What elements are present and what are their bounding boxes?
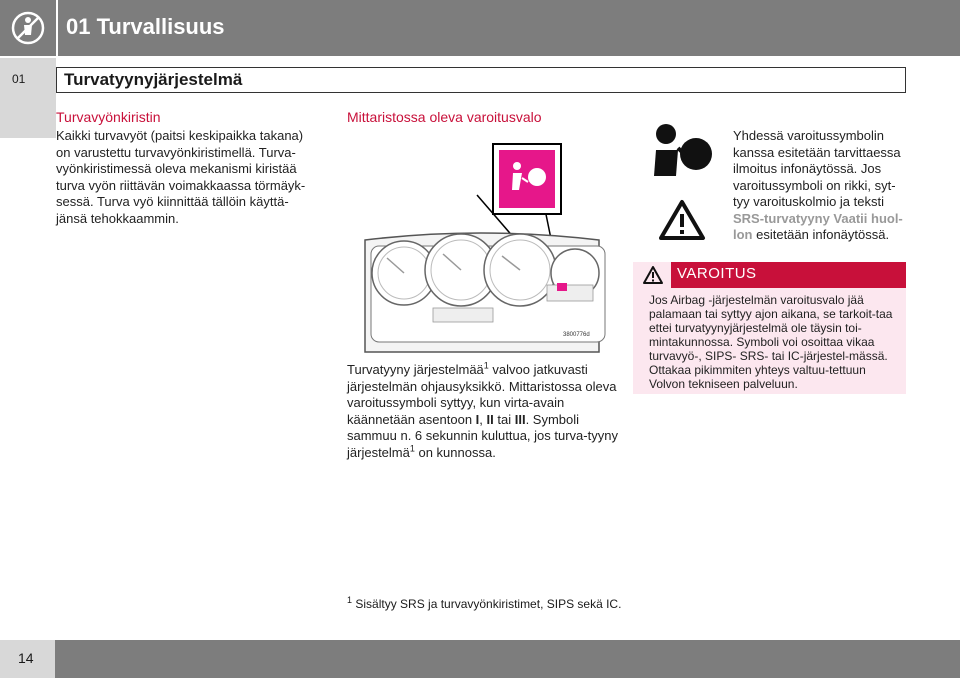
warning-triangle-icon [657,198,707,242]
warning-box [633,262,906,394]
text-part: Yhdessä varoitussymbolin kanssa esitetään tarvittaessa ilmoitus infonäytössä. Jos varoitussymboli on rikki, syt-tyy varoituskolmio ja teksti [733,128,901,209]
instrument-cluster-illustration [347,140,613,355]
footnote [347,597,621,611]
key-position: I [475,411,480,427]
text-part: valvoo jatkuvasti järjestelmän ohjausyksikkö. Mittaristossa oleva varoitussymboli syttyy, kun virta-avain käännetään asentoon [347,362,617,427]
warning-text: Jos Airbag -järjestelmän varoitusvalo jää palamaan tai syttyy ajon aikana, se tarkoit-taa ettei turvatyynyjärjestelmä ole täysin toi-mintakunnossa. Symboli voi osoittaa vikaa turvavyö-, SIPS- SRS- tai IC-järjestel-mässä. Ottakaa pikimmiten yhteys valtuu-tettuun Volvon tekniseen palveluun. [649,293,893,391]
chapter-icon-box [0,0,56,56]
airbag-warning-light [499,150,555,208]
footnote-text: Sisältyy SRS ja turvavyönkiristimet, SIPS sekä IC. [352,597,622,611]
airbag-person-icon [648,118,718,188]
side-tab-number: 01 [12,72,26,86]
text-part: Turvatyyny järjestelmää [347,362,484,377]
column1-line: turva vyön riittävän voimakkaassa törmäyk- [56,177,306,193]
column1-line: on varustettu turvavyönkiristimellä. Turva- [56,144,296,160]
footnote-marker: 1 [483,360,489,371]
text-part: esitetään infonäytössä. [752,227,890,242]
column2-text [347,362,622,461]
footnote-marker: 1 [409,443,415,454]
text-part: tai [493,411,515,427]
key-position: III [514,411,526,427]
footnote-marker: 1 [347,595,353,605]
warning-triangle-small-icon [642,265,664,285]
section-title: Turvatyynyjärjestelmä [64,70,243,89]
image-code: 3800776d [563,332,590,338]
column1-line: jänsä tehokkaammin. [56,210,179,226]
header-divider [56,0,58,56]
column1-line: vyönkiristimessä oleva mekanismi kiristää [56,161,297,176]
chapter-title: 01 Turvallisuus [66,14,225,39]
page-number: 14 [18,650,34,666]
warning-title: VAROITUS [677,265,757,282]
text-part: . Symboli sammuu n. 6 sekunnin kuluttua, jos turva-tyyny järjestelmä [347,411,618,460]
text-part: , [479,411,487,427]
warning-header [633,262,906,288]
column1-text [56,128,316,227]
footer-bar [0,640,960,678]
key-position: II [486,411,494,427]
column3-text [733,128,908,244]
text-part: on kunnossa. [414,444,496,460]
column1-heading: Turvavyönkiristin [56,109,161,125]
column1-line: sessä. Turva vyö kiinnittää tällöin käyttä- [56,194,289,209]
warning-icon-box [633,262,671,288]
side-tab [0,58,56,138]
column1-line: Kaikki turvavyöt (paitsi keskipaikka takana) [56,128,304,143]
no-entry-figure-icon [10,9,46,47]
column2-heading: Mittaristossa oleva varoitusvalo [347,109,542,125]
display-message: SRS-turvatyyny Vaatii huol-lon [733,210,903,242]
